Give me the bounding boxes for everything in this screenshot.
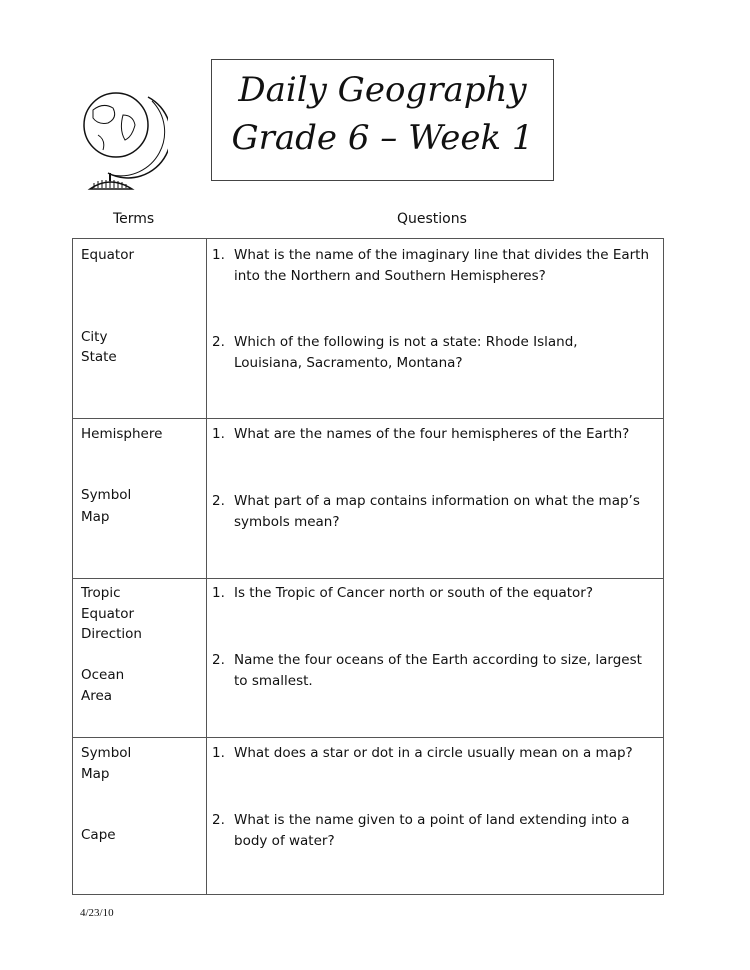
questions-header: Questions [397, 211, 467, 227]
term: Cape [81, 827, 116, 843]
title-line-1: Daily Geography [238, 70, 527, 110]
row-divider [73, 737, 663, 738]
question: 2. What is the name given to a point of land extending into a body of water? [212, 812, 630, 849]
term: Direction [81, 626, 142, 642]
term: Map [81, 766, 110, 782]
term: Equator [81, 606, 135, 622]
row-divider [73, 578, 663, 579]
title-box [211, 59, 554, 181]
title-line-2: Grade 6 – Week 1 [231, 118, 534, 158]
footer-date: 4/23/10 [80, 907, 114, 919]
question: 2. What part of a map contains information on what the map’s symbols mean? [212, 493, 640, 530]
question: 1. What are the names of the four hemispheres of the Earth? [212, 426, 630, 442]
row-divider [73, 418, 663, 419]
terms-questions-table [72, 238, 664, 895]
column-divider [206, 239, 207, 894]
question: 1. What is the name of the imaginary line that divides the Earth into the Northern and Southern Hemispheres? [212, 247, 650, 284]
question: 2. Name the four oceans of the Earth according to size, largest to smallest. [212, 652, 642, 689]
question: 2. Which of the following is not a state: Rhode Island, Louisiana, Sacramento, Montana? [212, 334, 578, 371]
term: Map [81, 509, 110, 525]
term: Symbol [81, 487, 132, 503]
question: 1. Is the Tropic of Cancer north or south of the equator? [212, 585, 594, 601]
terms-header: Terms [113, 211, 155, 227]
term: Tropic [81, 585, 121, 601]
term: Area [81, 688, 113, 704]
question: 1. What does a star or dot in a circle usually mean on a map? [212, 745, 633, 761]
term: Symbol [81, 745, 132, 761]
term: Equator [81, 247, 135, 263]
term: Ocean [81, 667, 125, 683]
globe-icon [68, 85, 168, 190]
term: City [81, 329, 108, 345]
term: Hemisphere [81, 426, 163, 442]
term: State [81, 349, 117, 365]
